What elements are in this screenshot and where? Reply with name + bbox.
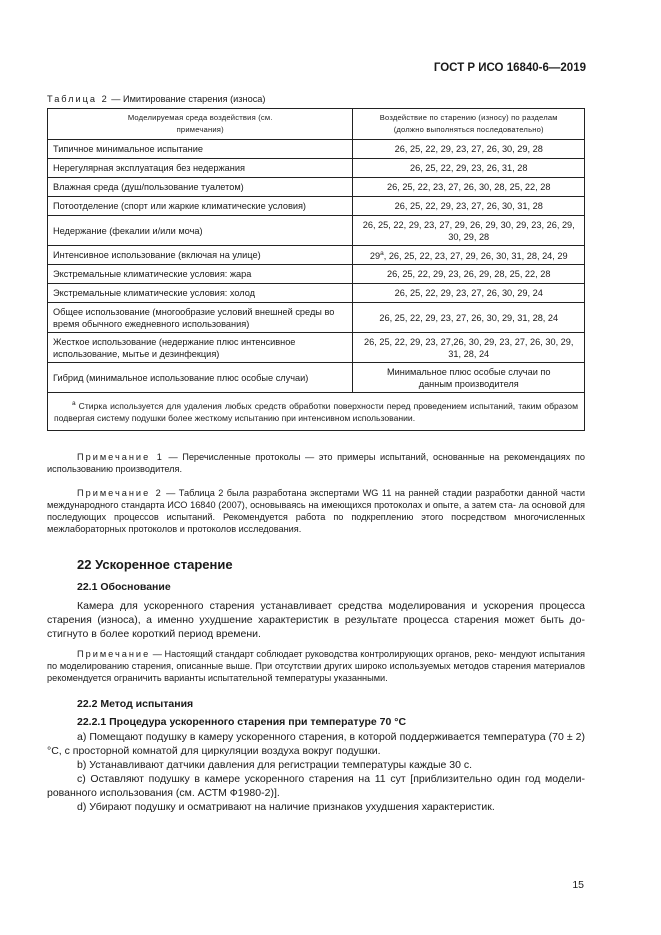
table-caption xyxy=(47,94,265,104)
table-row xyxy=(48,216,585,246)
footnote-text: Стирка используется для удаления любых средств обработки поверхности перед проведением испытаний, таким образом подвергая систему подушки более жесткому испытанию при интенсивном использовании. xyxy=(54,400,578,423)
env-cell: Потоотделение (спорт или жаркие климатические условия) xyxy=(48,197,353,216)
env-cell: Нерегулярная эксплуатация без недержания xyxy=(48,159,353,178)
env-cell: Общее использование (многообразие условий внешней среды во время обычного ежедневного использования) xyxy=(48,303,353,333)
sections-cell: 26, 25, 22, 29, 23, 27, 26, 30, 31, 28 xyxy=(353,197,585,216)
section-22-2-title: 22.2 Метод испытания xyxy=(77,698,194,710)
sections-cell: 26, 25, 22, 29, 23, 27, 26, 30, 29, 24 xyxy=(353,284,585,303)
col-header-environment: Моделируемая среда воздействия (см. примечания) xyxy=(48,109,353,140)
section-22-1-title: 22.1 Обоснование xyxy=(77,581,171,593)
table-row xyxy=(48,246,585,265)
sections-rest: , 26, 25, 22, 23, 27, 29, 26, 30, 31, 28, 24, 29 xyxy=(383,251,568,262)
document-code: ГОСТ Р ИСО 16840-6—2019 xyxy=(433,62,586,74)
note-1-text: — Перечисленные протоколы — это примеры испытаний, основанные на рекомендациях по использованию производителя. xyxy=(47,452,585,474)
sections-cell: 26, 25, 22, 29, 23, 27,26, 30, 29, 23, 27, 26, 30, 29, 31, 28, 24 xyxy=(353,333,585,363)
step-b: b) Устанавливают датчики давления для регистрации температуры каждые 30 с. xyxy=(77,759,473,771)
section-22-1-note-label: Примечание xyxy=(77,649,151,659)
section-22-title: 22 Ускоренное старение xyxy=(77,557,233,572)
env-cell: Экстремальные климатические условия: жара xyxy=(48,265,353,284)
table-row xyxy=(48,178,585,197)
footnote-ref-mark: а xyxy=(380,250,384,257)
sections-cell: 26, 25, 22, 29, 23, 27, 29, 26, 29, 30, 29, 23, 26, 29, 30, 29, 28 xyxy=(353,216,585,246)
table-caption-text: — Имитирование старения (износа) xyxy=(108,94,266,104)
page-number: 15 xyxy=(572,879,584,891)
table-row xyxy=(48,265,585,284)
table-header-row xyxy=(48,109,585,140)
section-22-1-note-text: — Настоящий стандарт соблюдает руководства контролирующих органов, реко- мендуют испытания по моделированию старения, описанные выше. При отсутствии других широко используемых методов старения материалов рекомендуется ограничить варианты испытательной температуры указанными. xyxy=(47,649,585,683)
note-2 xyxy=(47,487,585,535)
section-22-1-note xyxy=(47,648,585,684)
sections-cell: Минимальное плюс особые случаи по данным производителя xyxy=(353,363,585,393)
note-1-label: Примечание 1 xyxy=(77,452,164,462)
table-caption-label: Таблица 2 xyxy=(47,94,109,104)
sections-cell: 26, 25, 22, 29, 23, 26, 31, 28 xyxy=(353,159,585,178)
note-2-text: — Таблица 2 была разработана экспертами WG 11 на ранней стадии разработки данной части международного стандарта ИСО 16840 (2007), основываясь на имеющихся протоколах и опыте, а затем ста- ла основой для последующих процессов испытаний. Рекомендуется работа по подкреплению этого посредством многочисленных межлабораторных протоколов и протоколов исследования. xyxy=(47,488,585,534)
table-row xyxy=(48,284,585,303)
sections-cell: 26, 25, 22, 23, 27, 26, 30, 28, 25, 22, 28 xyxy=(353,178,585,197)
note-1 xyxy=(47,451,585,475)
aging-table xyxy=(47,108,585,431)
sections-cell xyxy=(353,246,585,265)
table-row xyxy=(48,140,585,159)
section-22-2-1-title: 22.2.1 Процедура ускоренного старения при температуре 70 °С xyxy=(77,716,407,728)
env-cell: Интенсивное использование (включая на улице) xyxy=(48,246,353,265)
table-footnote xyxy=(48,393,585,431)
section-22-1-text: Камера для ускоренного старения устанавливает средства моделирования и ускорения процесса старения (износа), а именно ухудшение характеристик в результате процесса старения может быть до- стигнуто в более короткий период времени. xyxy=(47,600,585,640)
env-cell: Экстремальные климатические условия: холод xyxy=(48,284,353,303)
table-row xyxy=(48,303,585,333)
table-row xyxy=(48,363,585,393)
col-header-sections: Воздействие по старению (износу) по разделам (должно выполняться последовательно) xyxy=(353,109,585,140)
step-d: d) Убирают подушку и осматривают на наличие признаков ухудшения характеристик. xyxy=(77,801,495,813)
footnote-mark: а xyxy=(72,400,76,408)
env-cell: Жесткое использование (недержание плюс интенсивное использование, мытье и дезинфекция) xyxy=(48,333,353,363)
sections-cell: 26, 25, 22, 29, 23, 27, 26, 30, 29, 28 xyxy=(353,140,585,159)
env-cell: Типичное минимальное испытание xyxy=(48,140,353,159)
sections-first-value: 29 xyxy=(369,251,381,262)
env-cell: Влажная среда (душ/пользование туалетом) xyxy=(48,178,353,197)
table-row xyxy=(48,159,585,178)
env-cell: Гибрид (минимальное использование плюс особые случаи) xyxy=(48,363,353,393)
sections-cell: 26, 25, 22, 29, 23, 26, 29, 28, 25, 22, 28 xyxy=(353,265,585,284)
env-cell: Недержание (фекалии и/или моча) xyxy=(48,216,353,246)
sections-cell: 26, 25, 22, 29, 23, 27, 26, 30, 29, 31, 28, 24 xyxy=(353,303,585,333)
note-2-label: Примечание 2 xyxy=(77,488,163,498)
table-row xyxy=(48,197,585,216)
step-a: а) Помещают подушку в камеру ускоренного старения, в которой поддерживается температура (70 ± 2) °С, с просторной комнатой для циркуляции воздуха вокруг подушки. xyxy=(47,731,585,757)
step-c: с) Оставляют подушку в камере ускоренного старения на 11 сут [приблизительно один год модели- рованного использования (см. АСТМ Ф1980-2)]. xyxy=(47,773,585,799)
table-footnote-row xyxy=(48,393,585,431)
table-row xyxy=(48,333,585,363)
